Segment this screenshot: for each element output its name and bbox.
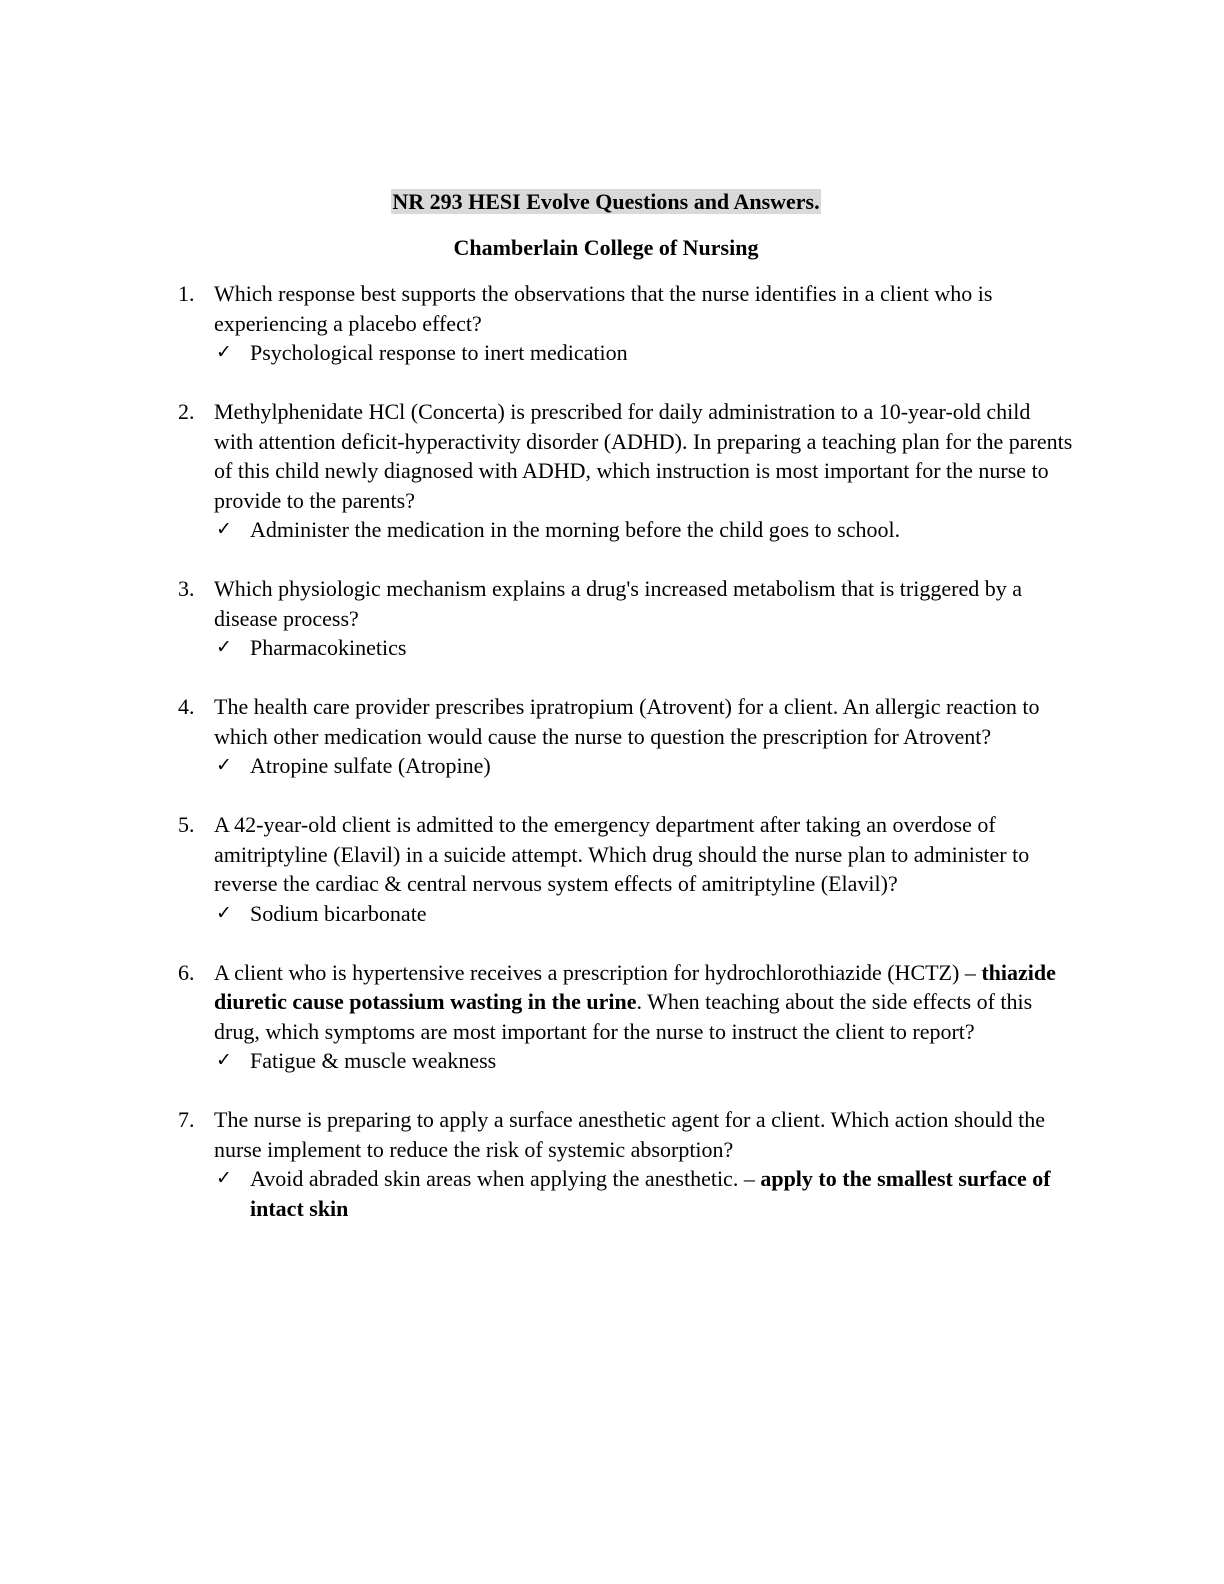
question-text: A 42-year-old client is admitted to the emergency department after taking an overdose of amitriptyline (Elavil) in a suicide attempt. Which drug should the nurse plan to administer to reverse the cardiac & central nervous system effects of amitriptyline (Elavil)?	[214, 812, 1030, 896]
document-title	[0, 187, 1212, 217]
question-number: 2.	[178, 399, 195, 424]
question-list	[174, 279, 1074, 1253]
checkmark-icon: ✓	[216, 1049, 232, 1071]
answer-text: Sodium bicarbonate	[250, 900, 427, 926]
answer	[214, 1046, 1074, 1076]
question-text	[214, 958, 1074, 1047]
document-subtitle: Chamberlain College of Nursing	[453, 235, 759, 260]
answer-text-emphasis: apply to the smallest surface of intact skin	[250, 1166, 1051, 1221]
answer-text: Atropine sulfate (Atropine)	[250, 753, 491, 778]
checkmark-icon: ✓	[216, 636, 232, 658]
question-number: 5.	[178, 812, 195, 837]
question-text: Which physiologic mechanism explains a drug's increased metabolism that is triggered by a disease process?	[214, 576, 1022, 631]
checkmark-icon: ✓	[216, 901, 232, 924]
question-text: Methylphenidate HCl (Concerta) is prescribed for daily administration to a 10-year-old child with attention deficit-hyperactivity disorder (ADHD). In preparing a teaching plan for the parents of this child newly diagnosed with ADHD, which instruction is most important for the nurse to provide to the parents?	[214, 399, 1073, 513]
question-item	[174, 692, 1074, 781]
answer-text: Psychological response to inert medication	[250, 340, 628, 365]
question-number: 4.	[178, 694, 195, 719]
question-text-part: A client who is hypertensive receives a prescription for hydrochlorothiazide (HCTZ) –	[214, 959, 982, 985]
answer	[214, 338, 1074, 368]
answer-text: Pharmacokinetics	[250, 635, 407, 660]
question-item	[174, 958, 1074, 1076]
document-title-text: NR 293 HESI Evolve Questions and Answers.	[392, 189, 820, 214]
question-number: 3.	[178, 576, 195, 601]
answer	[214, 1164, 1074, 1223]
checkmark-icon: ✓	[216, 518, 232, 540]
answer-text: Fatigue & muscle weakness	[250, 1048, 497, 1073]
question-text-part: . When teaching about the side effects of this drug, which symptoms are most important for the nurse to instruct the client to report?	[214, 989, 1033, 1044]
question-number: 6.	[178, 959, 195, 985]
checkmark-icon: ✓	[216, 341, 232, 363]
question-text: Which response best supports the observations that the nurse identifies in a client who is experiencing a placebo effect?	[214, 281, 993, 336]
question-item	[174, 397, 1074, 545]
question-number: 7.	[178, 1107, 195, 1132]
checkmark-icon: ✓	[216, 754, 232, 776]
question-number: 1.	[178, 281, 195, 306]
question-text: The health care provider prescribes ipratropium (Atrovent) for a client. An allergic reaction to which other medication would cause the nurse to question the prescription for Atrovent?	[214, 694, 1040, 749]
answer	[214, 515, 1074, 545]
answer	[214, 751, 1074, 781]
answer	[214, 899, 1074, 929]
question-item	[174, 1105, 1074, 1223]
question-item	[174, 574, 1074, 663]
question-item	[174, 810, 1074, 928]
question-text: The nurse is preparing to apply a surface anesthetic agent for a client. Which action should the nurse implement to reduce the risk of systemic absorption?	[214, 1107, 1046, 1162]
question-text-emphasis: thiazide diuretic cause potassium wasting in the urine	[214, 959, 1056, 1014]
question-item	[174, 279, 1074, 368]
answer	[214, 633, 1074, 663]
checkmark-icon: ✓	[216, 1167, 232, 1189]
answer-text: Administer the medication in the morning before the child goes to school.	[250, 517, 901, 542]
answer-text: Avoid abraded skin areas when applying the anesthetic. –	[250, 1166, 761, 1191]
